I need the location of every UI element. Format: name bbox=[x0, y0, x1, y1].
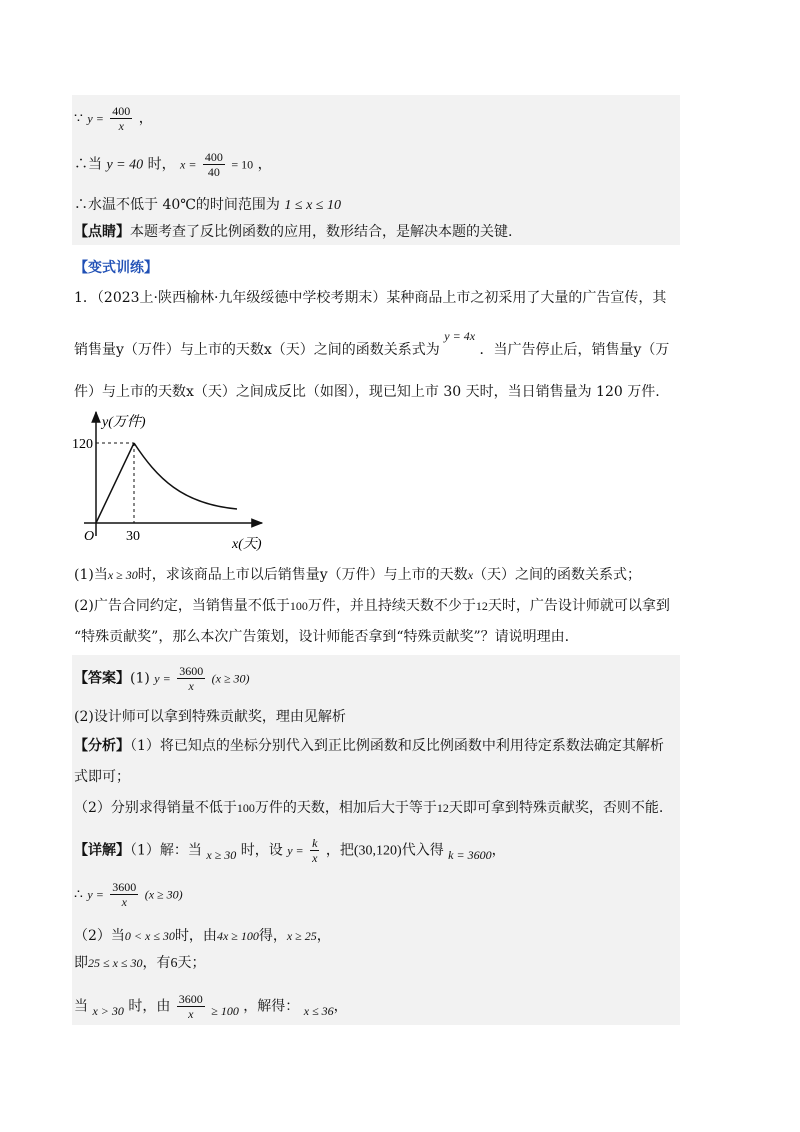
linear-segment bbox=[96, 443, 134, 523]
problem-line-1: 1．（2023上·陕西榆林·九年级绥德中学校考期末）某种商品上市之初采用了大量的广告宣传，其 bbox=[74, 290, 667, 306]
fraction: $\frac{400}{40}$ bbox=[204, 150, 223, 179]
y-tick-label: 120 bbox=[72, 437, 93, 452]
analysis-line-1: 【分析】（1）将已知点的坐标分别代入到正比例函数和反比例函数中利用待定系数法确定其解析 bbox=[74, 738, 664, 754]
fraction: $\frac{3600}{x}$ bbox=[178, 992, 203, 1021]
question-2-cont: “特殊贡献奖”，那么本次广告策划，设计师能否拿到“特殊贡献奖”？请说明理由. bbox=[74, 629, 570, 645]
detail-line-3: （2）当0 < x ≤ 30时，由4x ≥ 100得，x ≥ 25， bbox=[74, 928, 331, 944]
answer-line-2: (2)设计师可以拿到特殊贡献奖，理由见解析 bbox=[74, 709, 346, 725]
answer-line-1: 【答案】(1) y = $\frac{3600}{x}$ (x ≥ 30) bbox=[74, 664, 250, 693]
x-axis-label: x(天) bbox=[232, 537, 262, 552]
problem-line-3: 件）与上市的天数x（天）之间成反比（如图），现已知上市 30 天时，当日销售量为 120 万件. bbox=[74, 384, 660, 400]
x-tick-label: 30 bbox=[126, 529, 140, 544]
analysis-line-3: （2）分别求得销量不低于100万件的天数，相加后大于等于12天即可拿到特殊贡献奖，否则不能. bbox=[74, 800, 664, 816]
y-axis-label: y(万件) bbox=[102, 415, 146, 430]
fraction: $\frac{400}{x}$ bbox=[112, 104, 131, 133]
analysis-line-2: 式即可； bbox=[74, 769, 130, 785]
detail-line-4: 即25 ≤ x ≤ 30，有6天； bbox=[74, 955, 206, 971]
question-2: (2)广告合同约定，当销售量不低于100万件，并且持续天数不少于12天时，广告设计师就可以拿到 bbox=[74, 598, 670, 614]
origin-label: O bbox=[84, 529, 95, 544]
fraction: $\frac{3600}{x}$ bbox=[179, 664, 204, 693]
line-when: ∴当 y = 40 时， x = $\frac{400}{40}$ = 10 ， bbox=[74, 150, 272, 179]
line-given: ∵ y = $\frac{400}{x}$ ， bbox=[74, 104, 153, 133]
section-title: 【变式训练】 bbox=[74, 260, 158, 276]
detail-line-5: 当 x > 30 时，由 $\frac{3600}{x}$ ≥ 100 ，解得： x ≤ 36， bbox=[74, 992, 348, 1021]
detail-line-2: ∴ y = $\frac{3600}{x}$ (x ≥ 30) bbox=[74, 880, 183, 909]
inverse-curve bbox=[134, 443, 237, 509]
line-comment: 【点睛】本题考查了反比例函数的应用，数形结合，是解决本题的关键. bbox=[74, 224, 513, 240]
function-graph bbox=[72, 408, 282, 556]
line-range: ∴水温不低于 40℃的时间范围为 1 ≤ x ≤ 10 bbox=[74, 197, 341, 213]
question-1: (1)当x ≥ 30时，求该商品上市以后销售量y（万件）与上市的天数x（天）之间的函数关系式； bbox=[74, 567, 642, 583]
detail-line-1: 【详解】（1）解：当 x ≥ 30 时，设 y = $\frac{k}{x}$ ，把(30,120)代入得 k = 3600， bbox=[74, 836, 506, 865]
fraction: $\frac{k}{x}$ bbox=[312, 836, 318, 865]
problem-line-2: 销售量y（万件）与上市的天数x（天）之间的函数关系式为 y = 4x ．当广告停止后，销售量y（万 bbox=[74, 329, 670, 358]
fraction: $\frac{3600}{x}$ bbox=[112, 880, 137, 909]
